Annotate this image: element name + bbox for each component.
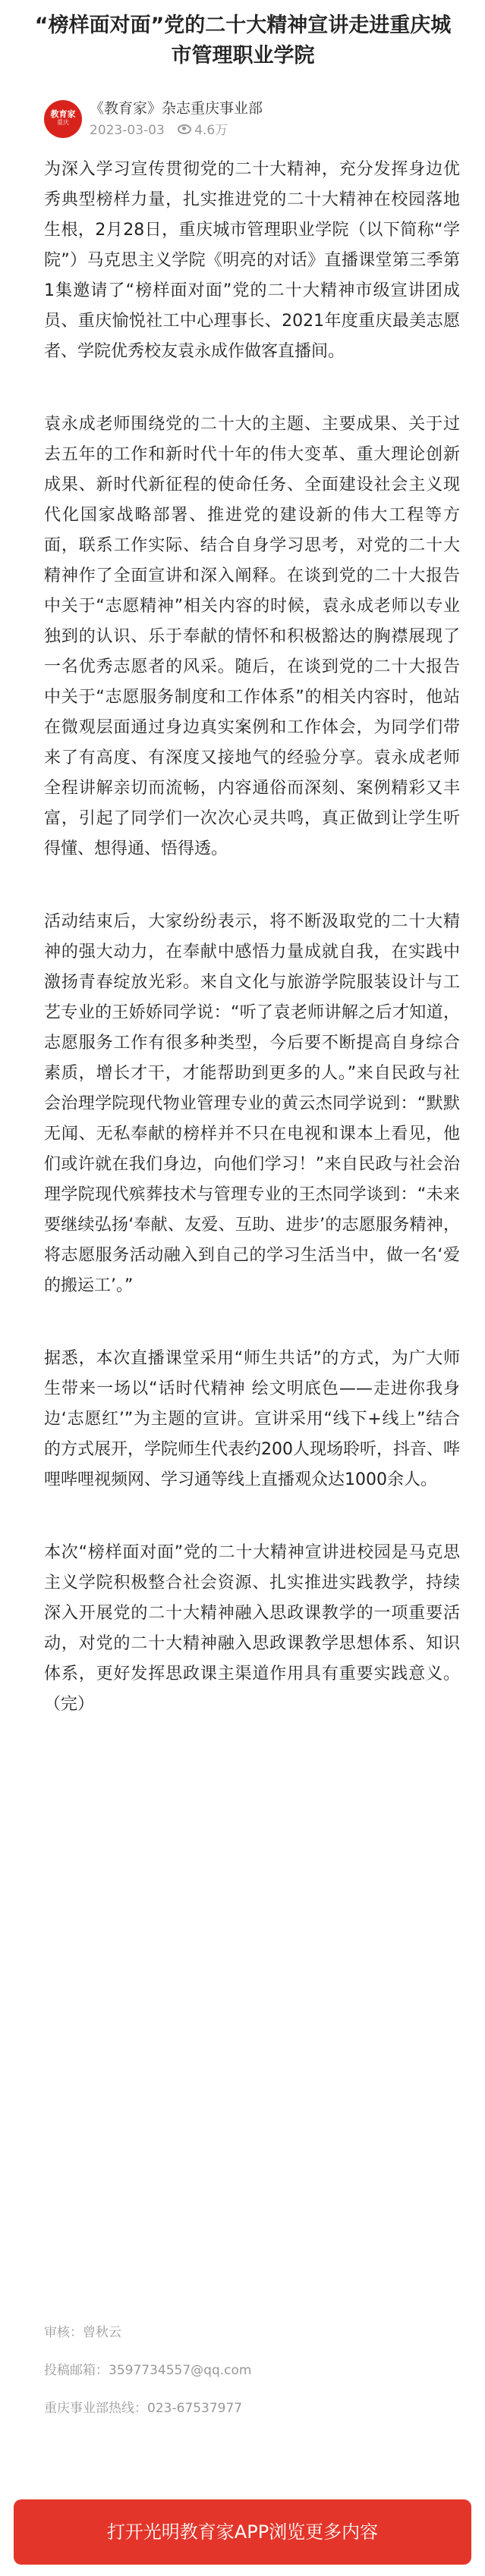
open-app-button[interactable]: 打开光明教育家APP浏览更多内容 <box>14 2499 471 2565</box>
view-count-value: 4.6万 <box>194 123 228 138</box>
view-count <box>178 123 228 138</box>
avatar-logo-sub: 重庆 <box>57 119 69 126</box>
reviewer-line: 审核：曾秋云 <box>44 2325 121 2340</box>
paragraph-format: 据悉，本次直播课堂采用“师生共话”的方式，为广大师生带来一场以“话时代精神 绘文明底色——走进你我身边‘志愿红’”为主题的宣讲。宣讲采用“线下+线上”结合的方式展开，学院师生代表约200人现场聆听，抖音、哔哩哔哩视频网、学习通等线上直播观众达1000余人。 <box>44 1349 460 1489</box>
jiaoyujia-logo-icon[interactable] <box>44 100 82 138</box>
footer-info <box>44 2323 454 2437</box>
phone-line: 重庆事业部热线：023-67537977 <box>44 2401 243 2416</box>
paragraph-lecture: 袁永成老师围绕党的二十大的主题、主要成果、关于过去五年的工作和新时代十年的伟大变革、重大理论创新成果、新时代新征程的使命任务、全面建设社会主义现代化国家战略部署、推进党的建设新的伟大工程等方面，联系工作实际、结合自身学习思考，对党的二十大精神作了全面宣讲和深入阐释。在谈到党的二十大报告中关于“志愿精神”相关内容的时候，袁永成老师以专业独到的认识、乐于奉献的情怀和积极豁达的胸襟展现了一名优秀志愿者的风采。随后，在谈到党的二十大报告中关于“志愿服务制度和工作体系”的相关内容时，他站在微观层面通过身边真实案例和工作体会，为同学们带来了有高度、有深度又接地气的经验分享。袁永成老师全程讲解亲切而流畅，内容通俗而深刻、案例精彩又丰富，引起了同学们一次次心灵共鸣，真正做到让学生听得懂、想得通、悟得透。 <box>44 415 460 858</box>
paragraph-intro: 为深入学习宣传贯彻党的二十大精神，充分发挥身边优秀典型榜样力量，扎实推进党的二十大精神在校园落地生根，2月28日，重庆城市管理职业学院（以下简称“学院”）马克思主义学院《明亮的对话》直播课堂第三季第1集邀请了“榜样面对面”党的二十大精神市级宣讲团成员、重庆愉悦社工中心理事长、2021年度重庆最美志愿者、学院优秀校友袁永成作做客直播间。 <box>44 160 460 361</box>
author-bar[interactable] <box>44 99 454 144</box>
email-line: 投稿邮箱：3597734557@qq.com <box>44 2363 252 2378</box>
eye-icon <box>178 124 191 134</box>
publish-date: 2023-03-03 <box>90 123 165 138</box>
paragraph-summary: 本次“榜样面对面”党的二十大精神宣讲进校园是马克思主义学院积极整合社会资源、扎实推进实践教学，持续深入开展党的二十大精神融入思政课教学的一项重要活动，对党的二十大精神融入思政课教学思想体系、知识体系，更好发挥思政课主渠道作用具有重要实践意义。（完） <box>44 1543 460 1714</box>
author-name[interactable]: 《教育家》杂志重庆事业部 <box>90 100 263 117</box>
paragraph-feedback: 活动结束后，大家纷纷表示，将不断汲取党的二十大精神的强大动力，在奉献中感悟力量成就自我，在实践中激扬青春绽放光彩。来自文化与旅游学院服装设计与工艺专业的王娇娇同学说：“听了袁老师讲解之后才知道，志愿服务工作有很多种类型，今后要不断提高自身综合素质，增长才干，才能帮助到更多的人。”来自民政与社会治理学院现代物业管理专业的黄云杰同学说到：“默默无闻、无私奉献的榜样并不只在电视和课本上看见，他们或许就在我们身边，向他们学习！”来自民政与社会治理学院现代殡葬技术与管理专业的王杰同学谈到：“未来要继续弘扬‘奉献、友爱、互助、进步’的志愿服务精神，将志愿服务活动融入到自己的学习生活当中，做一名‘爱的搬运工’。” <box>44 912 460 1295</box>
article-meta <box>90 121 228 140</box>
avatar-logo-text: 教育家 <box>50 109 76 119</box>
article-title: “榜样面对面”党的二十大精神宣讲走进重庆城市管理职业学院 <box>34 14 452 67</box>
article-body <box>44 155 460 1762</box>
